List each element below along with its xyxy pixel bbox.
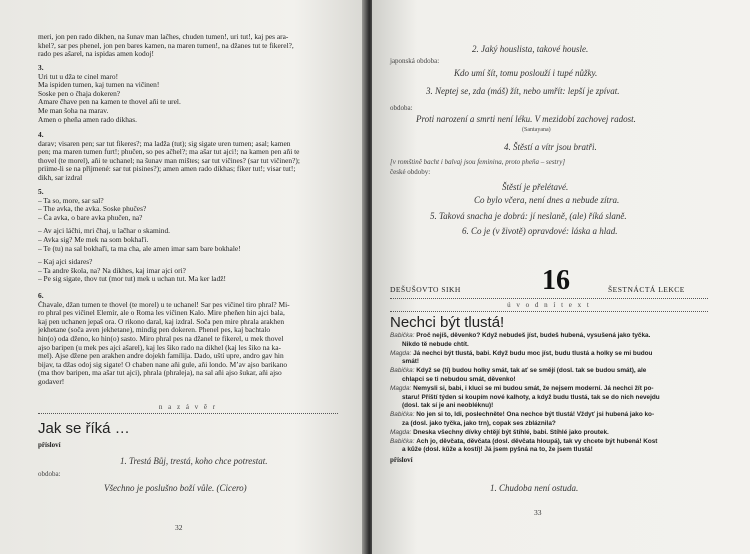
speaker-name: Magda: bbox=[390, 384, 412, 392]
proverb: 2. Jaký houslista, takové housle. bbox=[472, 44, 589, 54]
proverb: Všechno je poslušno boží vůle. (Cicero) bbox=[104, 483, 247, 493]
proverb: Štěstí je přelétavé. bbox=[502, 182, 569, 192]
page-number: 32 bbox=[175, 523, 183, 532]
dialogue-line bbox=[390, 446, 726, 455]
text-line: – Av ajci láčhi, mri čhaj, u lačhar o skamind. bbox=[38, 227, 171, 236]
section-2-tail bbox=[38, 33, 338, 59]
dialogue-text: Já nechci být tlustá, babi. Když budu moc jíst, budu tlustá a holky se mi budou bbox=[413, 349, 653, 357]
section-5 bbox=[38, 188, 338, 284]
proverb: Kdo umí šít, tomu poslouží i tupé nůžky. bbox=[454, 68, 598, 78]
section-number: 4. bbox=[38, 131, 44, 139]
dialogue-line bbox=[390, 332, 726, 341]
proverb: Proti narození a smrti není léku. V mezidobí zachovej radost. bbox=[416, 114, 636, 124]
text-line: – Kaj ajci sidares? bbox=[38, 258, 93, 267]
text-line: – Ta so, more, sar sal? bbox=[38, 196, 104, 205]
section-number: 5. bbox=[38, 188, 44, 196]
dialogue-line bbox=[390, 385, 726, 394]
dialogue-line bbox=[390, 376, 726, 385]
dialogue-text: Dneska všechny dívky chtějí být štíhlé, babi. Štíhlé jako proutek. bbox=[413, 428, 609, 436]
dialogue-line bbox=[390, 341, 726, 350]
dialogue-text: Nemysli si, babi, i kluci se mi budou smát, že nejsem moderní. Já nechci žít po- bbox=[413, 384, 654, 392]
text-line: – Ta andre škola, na? Na dikhes, kaj imar ajci ori? bbox=[38, 266, 186, 275]
dialogue bbox=[390, 332, 726, 455]
text-line: (ma thov baripen, ma ašar tut ajci), phrala (phraleja), na sal aňi ajso šukar, aňi ajso bbox=[38, 369, 282, 378]
heading: Jak se říká … bbox=[38, 420, 130, 437]
dialogue-line bbox=[390, 402, 726, 411]
label-obdoba: obdoba: bbox=[390, 104, 413, 112]
text-line: kaj pen uchanen jepaš ora. O rikono daral, kaj izdral. Soča pen mire phrala arakhen bbox=[38, 317, 285, 326]
proverb: 4. Štěstí a vítr jsou bratři. bbox=[504, 142, 597, 152]
page-number: 33 bbox=[534, 508, 542, 517]
text-line: hin(o) oda dženo, ko hin(o) sasto. Miro phral pes na džanel te fikerel, u mek thovel bbox=[38, 334, 284, 343]
dialogue-text: Nikdo tě nebude chtít. bbox=[402, 340, 469, 348]
proverb: 6. Co je (v životě) opravdové: láska a hlad. bbox=[462, 226, 618, 236]
dialogue-text: smát! bbox=[402, 358, 420, 366]
section-3 bbox=[38, 64, 338, 124]
text-line: priime-li se na přijmené: sar tut pisines?); amen amen rado dikhas; fiker tut!; visar tut!; bbox=[38, 165, 296, 174]
section-divider-line bbox=[390, 298, 708, 299]
text-line: mel). Ajse džene pen arakhen andre dojekh famílija. Dado, uští upre, andro gav hin bbox=[38, 352, 284, 361]
speaker-name: Babička: bbox=[390, 437, 415, 445]
dialogue-text: a kůže (dosl. kůže a kosti)! Já jsem pyšná na to, že jsem tlustá! bbox=[402, 446, 593, 454]
note: [v romštině bacht i balvaj jsou feminina, proto pheňa – sestry] bbox=[390, 158, 566, 166]
dialogue-line bbox=[390, 438, 726, 447]
attribution: (Santayana) bbox=[522, 127, 551, 133]
dialogue-text: staru! Příští týden si koupím nové kalhoty, a když budu tlustá, tak se do nich nevejdu bbox=[402, 393, 660, 401]
section-number: 6. bbox=[38, 292, 44, 300]
text-line: godaver! bbox=[38, 377, 65, 386]
section-6 bbox=[38, 292, 338, 387]
text-title: Nechci být tlustá! bbox=[390, 314, 505, 331]
dialogue-text: Ach jo, děvčata, děvčata (dosl. děvčata hloupá), tak vy chcete být hubená! Kost bbox=[416, 437, 658, 445]
lesson-number: 16 bbox=[542, 265, 570, 296]
text-line: pen; ma maren tumen furt!; phučen, so pes ačhel?; ma ašar tut ajci!; na kamen pen aňi te bbox=[38, 148, 300, 157]
dialogue-line bbox=[390, 367, 726, 376]
text-line: ro phral pes vičinel Elemír, ale o Roma les vičinen Kalo. Mire pheňen hin ajci bala, bbox=[38, 309, 285, 318]
speaker-name: Babička: bbox=[390, 367, 415, 375]
text-line: dikh, sar izdral bbox=[38, 173, 83, 182]
text-line: jekhetane (soča aven jekhetane), mindig pen dokeren. Phenel pes, kaj bachtalo bbox=[38, 326, 271, 335]
text-line: Amen o pheňa amen rado dikhas. bbox=[38, 115, 137, 124]
text-line: Uri tut u dža te cinel maro! bbox=[38, 72, 119, 81]
dialogue-line bbox=[390, 429, 726, 438]
dialogue-text: (dosl. tak sí je ani neobléknu)! bbox=[402, 402, 494, 410]
dialogue-text: Když se (ti) budou holky smát, tak ať se smějí (dosl. tak se budou smát), ale bbox=[416, 367, 647, 375]
dialogue-line bbox=[390, 350, 726, 359]
section-divider-line bbox=[38, 413, 338, 414]
text-line: darav; visaren pen; sar tut fikeres?; ma ladža (tut); sig sigate uren tumen; asal; kamen bbox=[38, 139, 291, 148]
section-divider-label: ú v o d n í t e x t bbox=[507, 301, 591, 309]
label-obdoba: obdoba: bbox=[38, 470, 61, 478]
text-line: – The avka, the avka. Soske phučes? bbox=[38, 205, 147, 214]
dialogue-text: za (dosl. jako tyčka, jako trn), copak ses zbláznila? bbox=[402, 419, 556, 427]
text-line: Me man šoha na marav. bbox=[38, 106, 109, 115]
speaker-name: Magda: bbox=[390, 428, 412, 436]
lesson-title-czech: ŠESTNÁCTÁ LEKCE bbox=[608, 285, 685, 294]
speaker-name: Babička: bbox=[390, 411, 415, 419]
speaker-name: Babička: bbox=[390, 332, 415, 339]
text-line: – Pe sig sigate, thov tut (mor tut) mek u uchan tut. Ma ker ladž! bbox=[38, 275, 227, 284]
text-line: rado pes ašarel, na ispidas amen kodoj! bbox=[38, 50, 154, 59]
dialogue-line bbox=[390, 411, 726, 420]
proverb: 5. Taková snacha je dobrá: jí neslaně, (ale) říká slaně. bbox=[430, 211, 627, 221]
text-line: Amare čhave pen na kamen te thovel aňi te urel. bbox=[38, 98, 181, 107]
dialogue-text: Proč nejíš, děvenko? Když nebudeš jíst, budeš hubená, vysušená jako tyčka. bbox=[416, 332, 651, 339]
label-ceske: české obdoby: bbox=[390, 168, 431, 176]
section-number: 3. bbox=[38, 64, 44, 72]
text-line: Ma ispiden tumen, kaj tumen na vičinen! bbox=[38, 81, 160, 90]
right-page bbox=[372, 0, 750, 554]
text-line: – Avka sig? Me mek na som bokhaľi. bbox=[38, 235, 149, 244]
dialogue-line bbox=[390, 420, 726, 429]
text-line: – Ča avka, o bare avka phučen, na? bbox=[38, 213, 143, 222]
proverb: 3. Neptej se, zda (máš) žít, nebo umřít: lepší je zpívat. bbox=[426, 86, 620, 96]
label-prislovi: přísloví bbox=[38, 441, 61, 449]
label-japonska: japonská obdoba: bbox=[390, 57, 440, 65]
label-prislovi: přísloví bbox=[390, 456, 413, 464]
section-4 bbox=[38, 131, 338, 183]
text-line: Čhavale, džan tumen te thovel (te morel) u te uchanel! Sar pes vičinel tiro phral? Mi- bbox=[38, 300, 290, 309]
dialogue-line bbox=[390, 358, 726, 367]
dialogue-text: chlapci se ti nebudou smát, děvenko! bbox=[402, 375, 516, 383]
text-line: khel?, sar pes phenel, jon pen bares kamen, na maren tumen!, na džanes tut te fikerel?, bbox=[38, 41, 294, 50]
text-line: ajso baripen (u mek pes ajci ašarel), kaj les šiko rado na dikhel (kaj les šiko na ka- bbox=[38, 343, 281, 352]
lesson-title-romani: DEŠUŠOVTO SIKH bbox=[390, 285, 461, 294]
text-line: bijav, ta džas odoj sig sigate! O chaben nane aňi gule, aňi londo. Mʼav ajso barikano bbox=[38, 360, 288, 369]
text-line: thovel (te morel), aňi te uchanel; na šunav man mištes; sar tut vičines? (sar tut vičinen?); bbox=[38, 156, 300, 165]
section-divider-label: n a z á v ě r bbox=[158, 403, 218, 411]
proverb: 1. Chudoba není ostuda. bbox=[490, 483, 579, 493]
proverb: 1. Trestá Bůj, trestá, koho chce potrestat. bbox=[120, 456, 268, 466]
proverb: Co bylo včera, není dnes a nebude zítra. bbox=[474, 195, 620, 205]
dialogue-text: No jen si to, ldi, poslechněte! Ona nechce být tlustá! Vždyť jsi hubená jako ko- bbox=[416, 411, 655, 419]
text-line: meri, jon pen rado dikhen, na šunav man lačhes, chuden tumen!, uri tut!, kaj pes ara- bbox=[38, 33, 289, 41]
left-page bbox=[0, 0, 368, 554]
text-line: – Te (tu) na sal bokhaľi, ta ma cha, ale amen imar sam bare bokhale! bbox=[38, 244, 241, 253]
speaker-name: Magda: bbox=[390, 349, 412, 357]
text-line: Soske pen o čhaja dokeren? bbox=[38, 89, 121, 98]
section-divider-line bbox=[390, 311, 708, 312]
dialogue-line bbox=[390, 394, 726, 403]
